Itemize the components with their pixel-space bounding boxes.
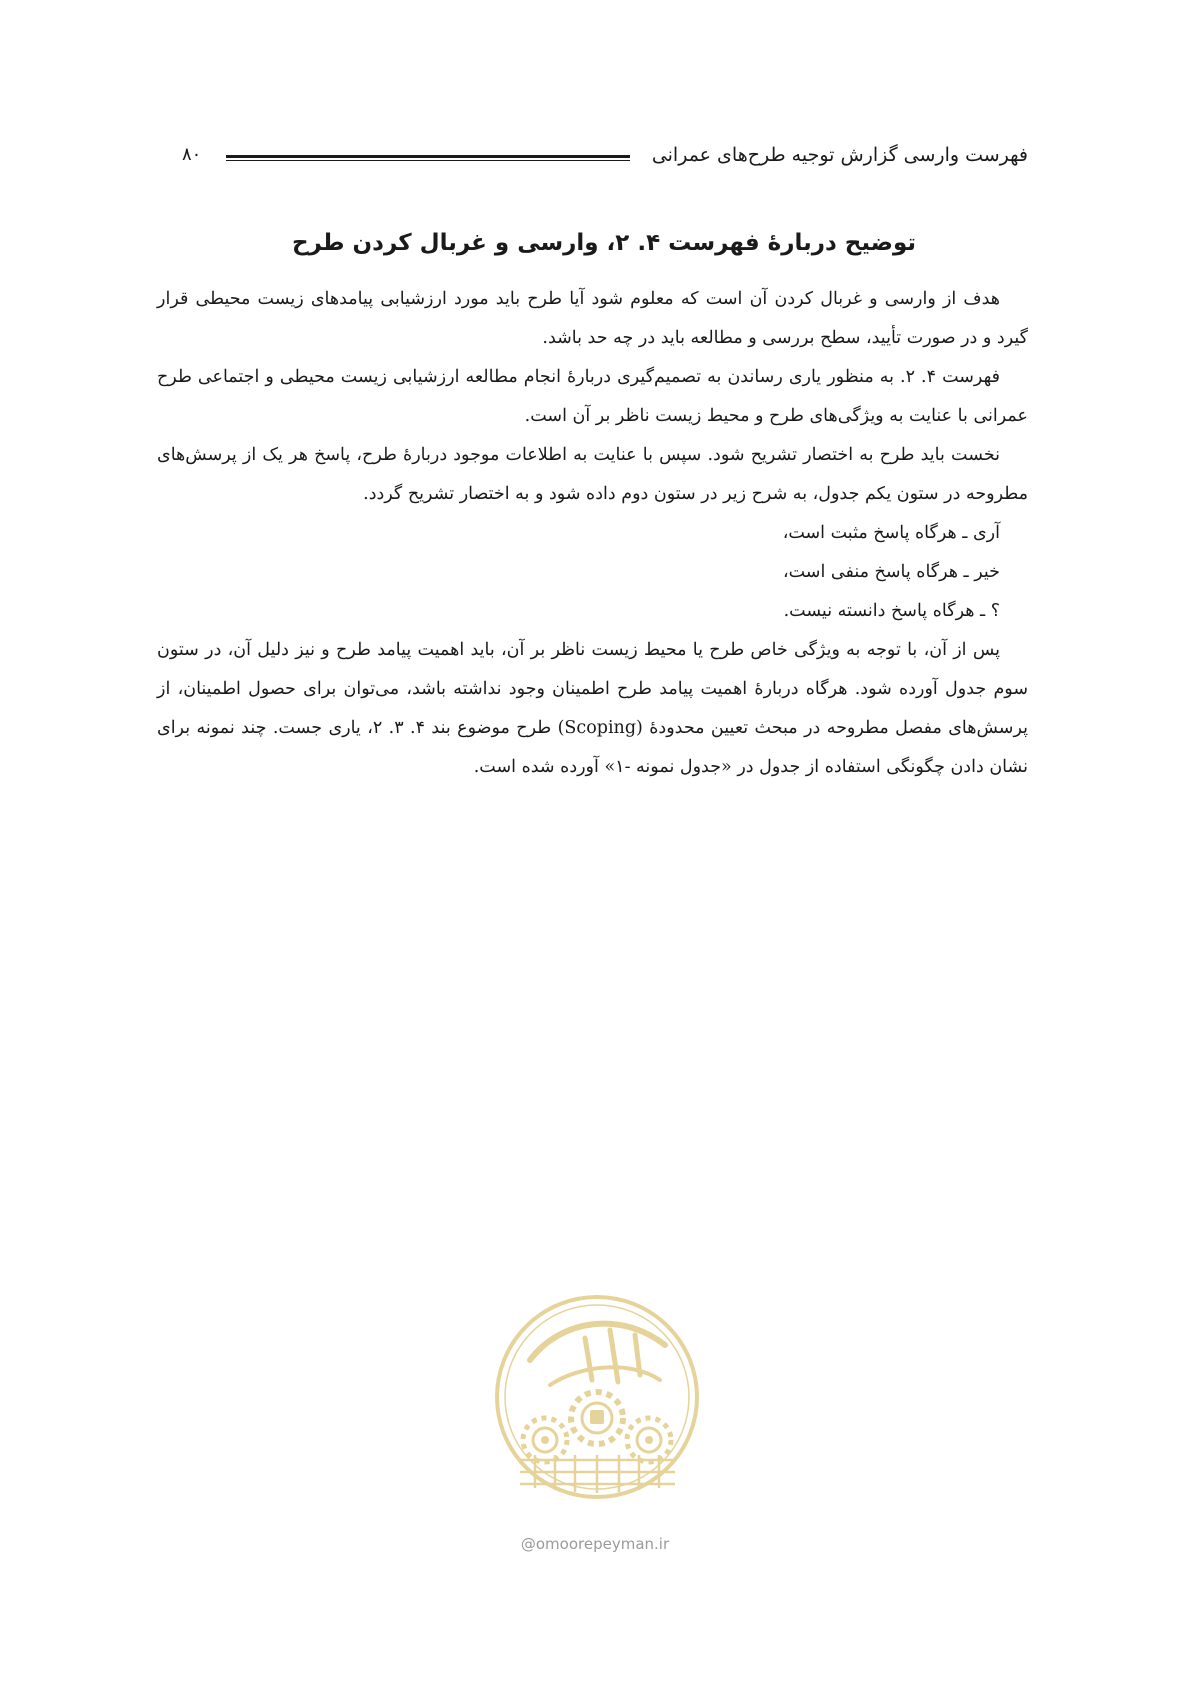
watermark-logo (490, 1290, 705, 1520)
page-number: ۸۰ (182, 144, 202, 165)
answer-item-no: خیر ـ هرگاه پاسخ منفی است، (782, 562, 1000, 582)
closing-paragraph: پس از آن، با توجه به ویژگی خاص طرح یا محیط زیست ناظر بر آن، باید اهمیت پیامد طرح و نیز دلیل آن، در ستون سوم جدول آورده شود. هرگاه دربارهٔ اهمیت پیامد طرح اطمینان وجود نداشته باشد، می‌توان برای حصول اطمینان، از پرسش‌های مفصل مطروحه در مبحث تعیین محدودهٔ (Scoping) طرح موضوع بند ۴. ۳. ۲، یاری جست. چند نمونه برای نشان دادن چگونگی استفاده از جدول در «جدول نمونه -۱» آورده شده است. (157, 640, 1028, 777)
body-text (157, 280, 1028, 787)
paragraph: نخست باید طرح به اختصار تشریح شود. سپس با عنایت به اطلاعات موجود دربارهٔ طرح، پاسخ هر یک از پرسش‌های مطروحه در ستون یکم جدول، به شرح زیر در ستون دوم داده شود و به اختصار تشریح گردد. (157, 445, 1028, 504)
section-heading: توضیح دربارهٔ فهرست ۴. ۲، وارسی و غربال کردن طرح (291, 230, 917, 256)
header-double-rule (226, 155, 630, 161)
watermark-seal-icon (490, 1290, 705, 1505)
answer-item-yes: آری ـ هرگاه پاسخ مثبت است، (782, 523, 1000, 543)
watermark-url: @omoorepeyman.ir (520, 1535, 670, 1553)
paragraph: هدف از وارسی و غربال کردن آن است که معلوم شود آیا طرح باید مورد ارزشیابی پیامدهای زیست محیطی قرار گیرد و در صورت تأیید، سطح بررسی و مطالعه باید در چه حد باشد. (157, 289, 1028, 348)
running-header (180, 140, 1028, 180)
running-header-title: فهرست وارسی گزارش توجیه طرح‌های عمرانی (651, 144, 1028, 166)
paragraph: فهرست ۴. ۲. به منظور یاری رساندن به تصمیم‌گیری دربارهٔ انجام مطالعه ارزشیابی زیست محیطی و اجتماعی طرح عمرانی با عنایت به ویژگی‌های طرح و محیط زیست ناظر بر آن است. (157, 367, 1028, 426)
answer-item-unknown: ؟ ـ هرگاه پاسخ دانسته نیست. (783, 601, 1000, 621)
